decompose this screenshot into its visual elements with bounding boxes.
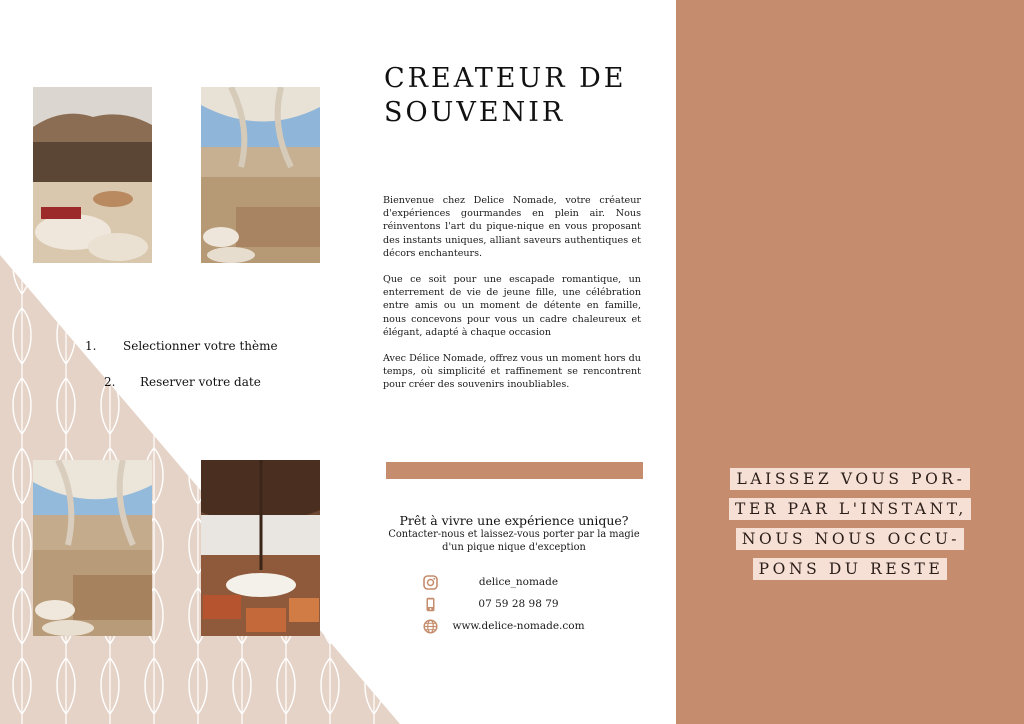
- intro-paragraph: Bienvenue chez Delice Nomade, votre créateur d'expériences gourmandes en plein air. Nous réinventons l'art du pique-nique en vous proposant des instants uniques, alliant saveurs authentiques et décors enchanteurs.: [383, 195, 641, 259]
- instagram-icon: [423, 575, 438, 590]
- cta-text: Contacter-nous et laissez-vous porter par la magie d'un pique nique d'exception: [388, 529, 640, 553]
- quote-block: [676, 468, 1024, 588]
- website-url[interactable]: www.delice-nomade.com: [452, 620, 585, 632]
- cta-heading: Prêt à vivre une expérience unique?: [399, 513, 629, 528]
- step-number: 1.: [85, 339, 97, 353]
- globe-icon: [423, 619, 438, 634]
- intro-paragraph: Que ce soit pour une escapade romantique, un enterrement de vie de jeune fille, une célébration entre amis ou un moment de détente en famille, nous concevons pour vous un cadre chaleureux et élégant, adapté à chaque occasion: [383, 274, 641, 338]
- step-number: 2.: [104, 375, 116, 389]
- right-panel: [676, 0, 1024, 724]
- accent-band: [386, 462, 643, 479]
- title-line: CREATEUR DE: [384, 63, 627, 94]
- intro-paragraph: Avec Délice Nomade, offrez vous un moment hors du temps, où simplicité et raffinement se rencontrent pour créer des souvenirs inoubliables.: [383, 353, 641, 391]
- phone-number[interactable]: 07 59 28 98 79: [478, 598, 559, 610]
- phone-icon: [423, 597, 438, 612]
- step-item: [85, 339, 278, 353]
- quote-line: PONS DU RESTE: [753, 558, 948, 580]
- contact-instagram[interactable]: [423, 573, 643, 591]
- step-item: [104, 375, 261, 389]
- quote-line: TER PAR L'INSTANT,: [729, 498, 971, 520]
- quote-line: LAISSEZ VOUS POR-: [730, 468, 969, 490]
- intro-text: [383, 194, 641, 405]
- canopy-dinner-photo: [33, 460, 152, 636]
- page-title: [384, 62, 626, 130]
- contact-phone[interactable]: [423, 595, 643, 613]
- step-label: Selectionner votre thème: [123, 339, 278, 353]
- evening-tent-photo: [201, 460, 320, 636]
- canopy-tables-photo: [201, 87, 320, 263]
- quote-line: NOUS NOUS OCCU-: [736, 528, 964, 550]
- tent-lounge-photo: [33, 87, 152, 263]
- contact-website[interactable]: [423, 617, 643, 635]
- title-line: SOUVENIR: [384, 97, 566, 128]
- instagram-handle[interactable]: delice_nomade: [478, 576, 559, 588]
- step-label: Reserver votre date: [140, 375, 261, 389]
